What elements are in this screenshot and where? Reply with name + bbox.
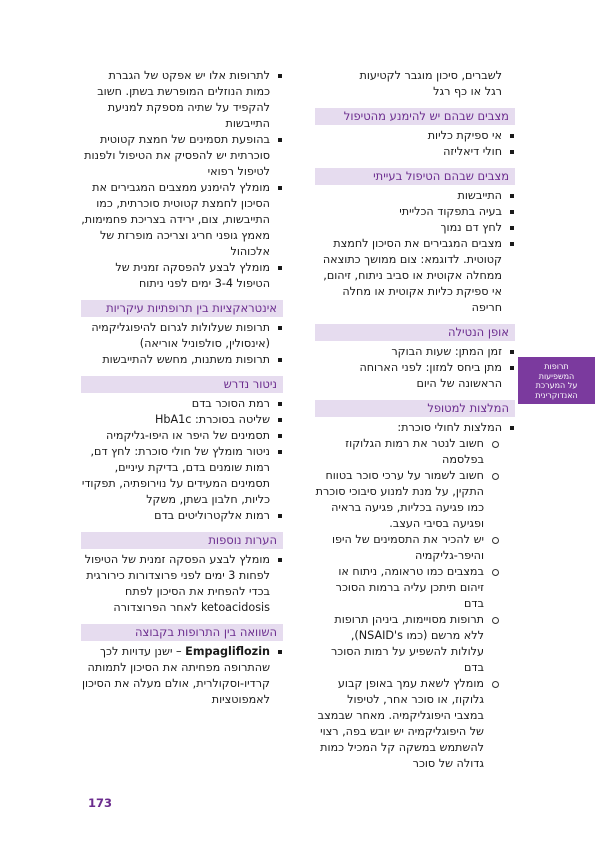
side-tab-line: האנדוקרינית: [535, 390, 578, 400]
section-title: ניטור נדרש: [81, 376, 283, 393]
list-item: מצבים המגבירים את הסיכון לחמצת קטוטית. לדוגמא: צום ממושך כתוצאה ממחלה אקוטית או סביב ניתוח, זיהום, אי ספיקת כליות אקוטית או מחלה חריפה: [315, 236, 502, 316]
section-additional-notes: [81, 532, 283, 616]
side-tab-line: על המערכת: [535, 381, 578, 390]
section-administration: [315, 324, 515, 392]
intro-continuation: [315, 68, 515, 100]
sub-list-item: מומלץ לשאת עמך באופן קבוע גלוקוז, או סוכר אחר, לטיפול במצבי היפוגליקמיה. מאחר שבמצב של היפוגליקמיה יש יובש בפה, רצוי להשתמש במשקה קל המכיל כמות גדולה של סוכר: [315, 676, 484, 772]
list-item: תסמינים של היפר או היפו-גליקמיה: [81, 428, 270, 444]
sub-list-item: תרופות מסויימות, ביניהן תרופות ללא מרשם (כמו NSAID's), עלולות להשפיע על רמות הסוכר בדם: [315, 612, 484, 676]
list-item: לחץ דם נמוך: [315, 220, 502, 236]
list-item: חולי דיאליזה: [315, 144, 502, 160]
intro-line: רגל או כף רגל: [433, 85, 502, 98]
list-item: לתרופות אלו יש אפקט של הגברת כמות הנוזלים המופרשת בשתן. חשוב להקפיד על שתיה מספקת למניעת התייבשות: [81, 68, 270, 132]
list-item: התייבשות: [315, 188, 502, 204]
section-title: הערות נוספות: [81, 532, 283, 549]
list-item: בהופעת תסמינים של חמצת קטוטית סוכרתית יש להפסיק את הטיפול ולפנות לטיפול רפואי: [81, 132, 270, 180]
list-item-text: – ישנן עדויות לכך שהתרופה מפחיתה את הסיכון לתמותה קרדיו-וסקולרית, אולם מעלה את הסיכון לאמפוטציות: [81, 645, 270, 706]
page-number: 173: [88, 796, 113, 810]
list-item: זמן המתן: שעות הבוקר: [315, 344, 502, 360]
side-tab-line: תרופות: [544, 362, 569, 371]
sub-list-item: חשוב לשמור על ערכי סוכר בטווח התקין, על מנת למנוע סיבוכי סוכרת כמו פגיעה בכליות, פגיעה בראיה ופגיעה בסיבי העצב.: [315, 469, 484, 530]
list-item: בעיה בתפקוד הכלייתי: [315, 204, 502, 220]
list-item: ניטור מומלץ של חולי סוכרת: לחץ דם, רמות שומנים בדם, בדיקת עיניים, תסמינים המעידים על נוירופתיה, תפקודי כליות, חלבון בשתן, משקל: [81, 445, 270, 506]
list-item: מומלץ לבצע הפסקה זמנית של הטיפול לפחות 3 ימים לפני פרוצדורות כירורגית בכדי להפחית את הסיכון לפתח ketoacidosis לאחר הפרוצדורה: [81, 552, 270, 616]
section-title: אופן הנטילה: [315, 324, 515, 341]
list-item: שליטה בסוכרת: HbA1c: [81, 412, 270, 428]
section-interactions: [81, 300, 283, 368]
list-item: אי ספיקת כליות: [315, 128, 502, 144]
list-item: רמות אלקטרוליטים בדם: [81, 508, 270, 524]
section-title: המלצות למטופל: [315, 400, 515, 417]
list-item: מומלץ להימנע ממצבים המגבירים את הסיכון לחמצת קטוטית סוכרתית, כמו התייבשות, צום, ירידה בצריכת פחמימות, מאמץ גופני חריג וצריכה מופרזת של אלכוהול: [81, 181, 270, 258]
section-title: מצבים שבהם הטיפול בעייתי: [315, 168, 515, 185]
left-column: [81, 68, 283, 716]
section-caution: [315, 168, 515, 316]
right-column: [315, 68, 515, 780]
list-item: מתן ביחס למזון: לפני הארוחה הראשונה של היום: [315, 360, 502, 392]
list-item: [81, 644, 270, 708]
drug-name: Empagliflozin: [185, 645, 270, 658]
section-title: השוואה בין התרופות בקבוצה: [81, 624, 283, 641]
section-comparison: [81, 624, 283, 708]
section-patient-recommendations: [315, 400, 515, 772]
continuation-list: [81, 68, 283, 292]
intro-line: לשברים, סיכון מוגבר לקטיעות: [359, 69, 502, 82]
sub-list-item: חשוב לנטר את רמות הגלוקוז בפלסמה: [315, 436, 484, 468]
list-item-label: המלצות לחולי סוכרת:: [397, 421, 502, 434]
section-contraindications: [315, 108, 515, 160]
list-item: תרופות שעלולות לגרום להיפוגליקמיה (אינסולין, סולפוניל אוריאה): [81, 320, 270, 352]
list-item: תרופות משתנות, מחשש להתייבשות: [81, 352, 270, 368]
list-item: רמת הסוכר בדם: [81, 396, 270, 412]
sub-list-item: יש להכיר את התסמינים של היפו והיפר-גליקמיה: [315, 532, 484, 564]
section-title: מצבים שבהם יש להימנע מהטיפול: [315, 108, 515, 125]
section-monitoring: [81, 376, 283, 524]
side-tab-line: המשפיעות: [538, 371, 575, 381]
list-item: [315, 420, 502, 772]
section-title: אינטראקציות בין תרופתיות עיקריות: [81, 300, 283, 317]
chapter-side-tab: [518, 357, 595, 404]
list-item: מומלץ לבצע להפסקה זמנית של הטיפול 3-4 ימים לפני ניתוח: [81, 260, 270, 292]
sub-list-item: במצבים כמו טראומה, ניתוח או זיהום תיתכן עליה ברמות הסוכר בדם: [315, 564, 484, 612]
